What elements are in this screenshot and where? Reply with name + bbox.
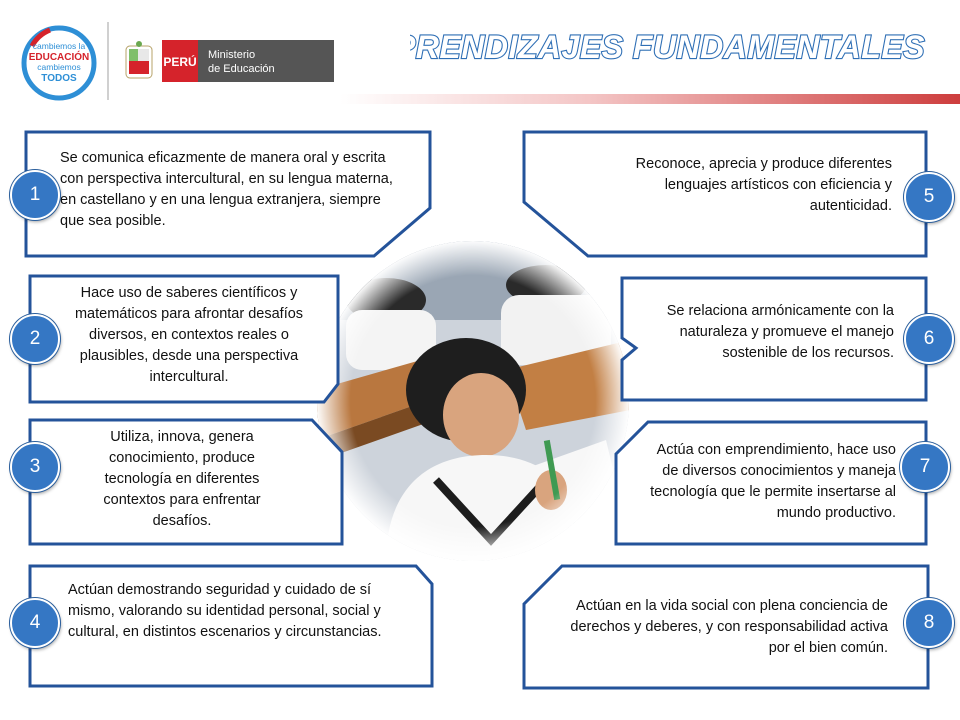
- page-title: [410, 22, 950, 72]
- learning-text-8: Actúan en la vida social con plena conciencia de derechos y deberes, y con responsabilidad activa por el bien común.: [570, 598, 888, 656]
- learning-text-2: Hace uso de saberes científicos y matemáticos para afrontar desafíos diversos, en contextos reales o plausibles, desde una perspectiva intercultural.: [74, 285, 304, 385]
- number-badge-4: 4: [10, 598, 60, 648]
- learning-text-5: Reconoce, aprecia y produce diferentes lenguajes artísticos con eficiencia y autenticidad.: [635, 156, 892, 214]
- ministry-country: PERÚ: [163, 55, 197, 69]
- learning-card-7: [612, 420, 930, 548]
- learning-text-1: Se comunica eficazmente de manera oral y escrita con perspectiva intercultural, en su lengua materna, en castellano y en una lengua extranjera, siempre que sea posible.: [60, 150, 393, 229]
- learning-card-2: [24, 274, 344, 404]
- number-badge-2: 2: [10, 314, 60, 364]
- coat-of-arms-icon: [126, 41, 152, 78]
- number-badge-1: 1: [10, 170, 60, 220]
- campaign-logo-line1: cambiemos la: [32, 41, 86, 51]
- number-badge-8: 8: [904, 598, 954, 648]
- number-badge-5: 5: [904, 172, 954, 222]
- header-divider: [107, 22, 109, 100]
- number-badge-3: 3: [10, 442, 60, 492]
- learning-card-5: [520, 130, 932, 260]
- ministry-line2: de Educación: [208, 63, 275, 75]
- learning-card-8: [520, 564, 932, 692]
- campaign-logo-line2: EDUCACIÓN: [28, 52, 90, 63]
- student-writing-photo: [316, 240, 630, 562]
- learning-text-6: Se relaciona armónicamente con la naturaleza y promueve el manejo sostenible de los recursos.: [666, 303, 894, 361]
- campaign-logo-line4: TODOS: [41, 73, 77, 84]
- ministry-line1: Ministerio: [208, 49, 256, 61]
- number-badge-7: 7: [900, 442, 950, 492]
- learning-text-7: Actúa con emprendimiento, hace uso de diversos conocimientos y maneja tecnología que le permite insertarse al mundo productivo.: [650, 442, 896, 521]
- learning-text-4: Actúan demostrando seguridad y cuidado de sí mismo, valorando su identidad personal, social y cultural, en distintos escenarios y circunstancias.: [68, 582, 382, 640]
- learning-card-4: [24, 564, 436, 690]
- learning-card-6: [616, 276, 930, 404]
- learning-card-3: [24, 418, 346, 546]
- campaign-logo-line3: cambiemos: [37, 62, 81, 72]
- title-underline: [340, 94, 960, 104]
- page-title-text: APRENDIZAJES FUNDAMENTALES: [410, 29, 925, 65]
- number-badge-6: 6: [904, 314, 954, 364]
- ministry-logo: [122, 40, 334, 82]
- learning-card-1: [20, 130, 434, 258]
- campaign-logo: [20, 24, 98, 102]
- learning-text-3: Utiliza, innova, genera conocimiento, produce tecnología en diferentes contextos para enfrentar desafíos.: [103, 429, 261, 529]
